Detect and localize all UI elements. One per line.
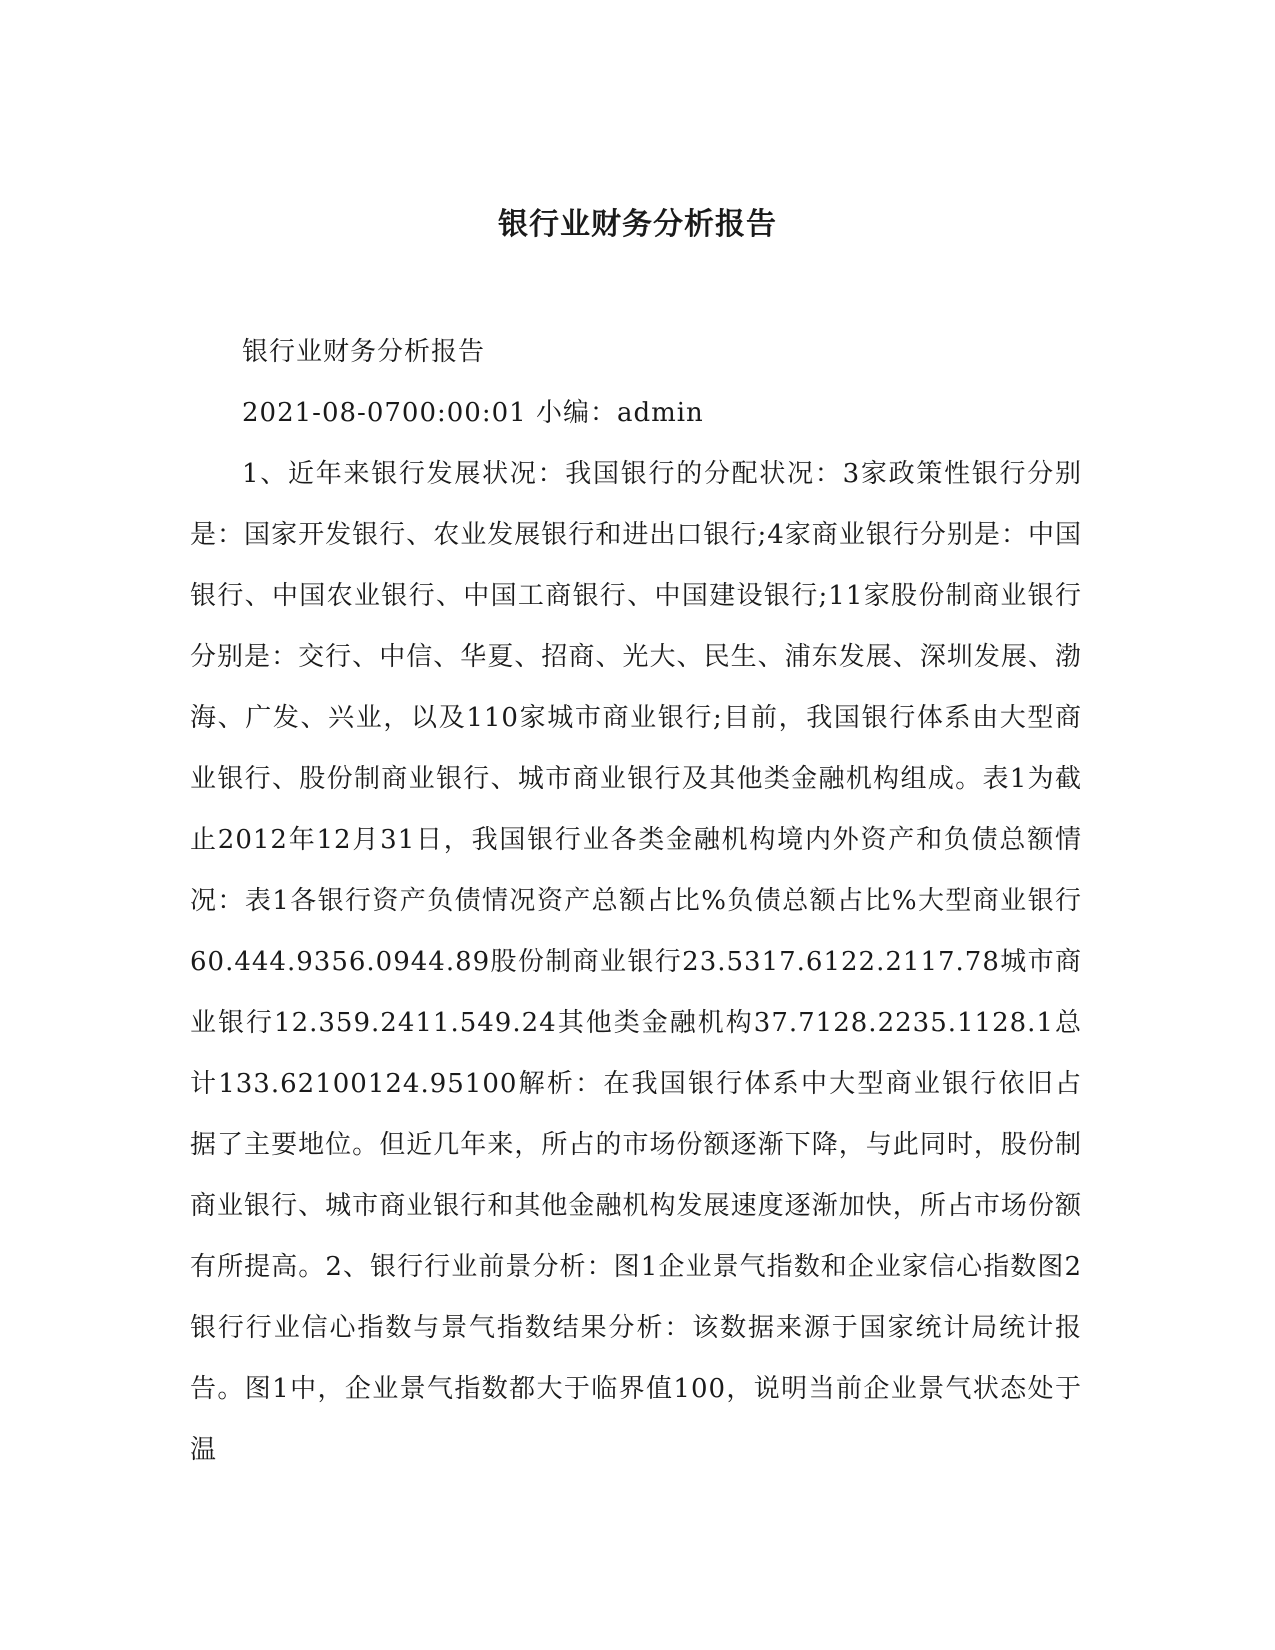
body-paragraph: 1、近年来银行发展状况：我国银行的分配状况：3家政策性银行分别是：国家开发银行、农业发展银行和进出口银行;4家商业银行分别是：中国银行、中国农业银行、中国工商银行、中国建设银行;11家股份制商业银行分别是：交行、中信、华夏、招商、光大、民生、浦东发展、深圳发展、渤海、广发、兴业，以及110家城市商业银行;目前，我国银行体系由大型商业银行、股份制商业银行、城市商业银行及其他类金融机构组成。表1为截止2012年12月31日，我国银行业各类金融机构境内外资产和负债总额情况：表1各银行资产负债情况资产总额占比%负债总额占比%大型商业银行60.444.9356.0944.89股份制商业银行23.5317.6122.2117.78城市商业银行12.359.2411.549.24其他类金融机构37.7128.2235.1128.1总计133.62100124.95100解析：在我国银行体系中大型商业银行依旧占据了主要地位。但近几年来，所占的市场份额逐渐下降，与此同时，股份制商业银行、城市商业银行和其他金融机构发展速度逐渐加快，所占市场份额有所提高。2、银行行业前景分析：图1企业景气指数和企业家信心指数图2银行行业信心指数与景气指数结果分析：该数据来源于国家统计局统计报告。图1中，企业景气指数都大于临界值100，说明当前企业景气状态处于温 [190, 459, 1082, 1465]
document-body [190, 322, 1082, 1481]
body-heading: 银行业财务分析报告 [242, 337, 486, 367]
post-meta: 2021-08-0700:00:01 小编：admin [242, 398, 704, 428]
document-title: 银行业财务分析报告 [498, 207, 777, 242]
